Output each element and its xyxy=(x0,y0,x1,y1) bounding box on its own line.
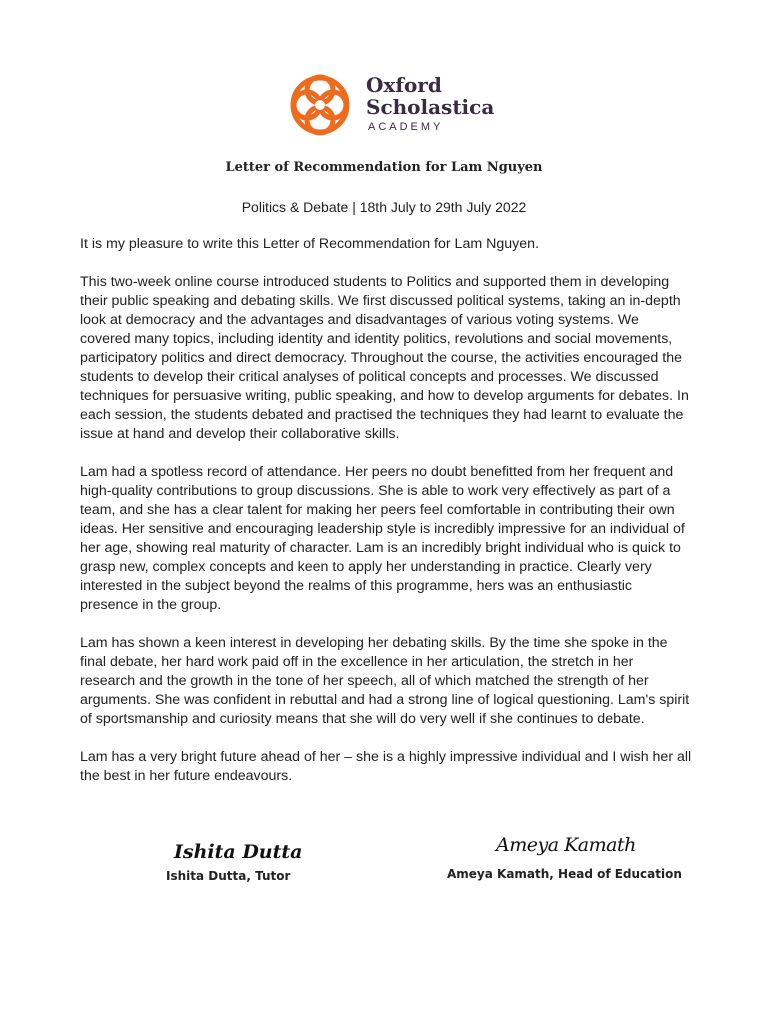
paragraph-closing: Lam has a very bright future ahead of her – she is a highly impressive individual and I wish her all the best in her future endeavours. xyxy=(80,749,692,784)
paragraph-course: This two-week online course introduced students to Politics and supported them in developing their public speaking and debating skills. We first discussed political systems, taking an in-depth look at democracy and the advantages and disadvantages of various voting systems. We covered many topics, including identity and identity politics, revolutions and social movements, participatory politics and direct democracy. Throughout the course, the activities encouraged the students to develop their critical analyses of political concepts and processes. We discussed techniques for persuasive writing, public speaking, and how to develop arguments for debates. In each session, the students debated and practised the techniques they had learnt to evaluate the issue at hand and develop their collaborative skills. xyxy=(80,274,689,442)
signature-head: Ameya Kamath xyxy=(496,834,636,856)
logo xyxy=(288,70,495,140)
brand-line-2: Scholastica xyxy=(366,95,495,119)
paragraph-attendance: Lam had a spotless record of attendance. Her peers no doubt benefitted from her frequent and high-quality contributions to group discussions. She is able to work very effectively as part of a team, and she has a clear talent for making her peers feel comfortable in contributing their own ideas. Her sensitive and encouraging leadership style is incredibly impressive for an individual of her age, showing real maturity of character. Lam is an incredibly bright individual who is quick to grasp new, complex concepts and keen to apply her understanding in practice. Clearly very interested in the subject beyond the realms of this programme, hers was an enthusiastic presence in the group. xyxy=(80,464,685,613)
brand-line-1: Oxford xyxy=(366,73,442,97)
brand-wordmark xyxy=(366,74,494,133)
oxford-scholastica-emblem-icon xyxy=(288,70,352,140)
signatory-tutor: Ishita Dutta, Tutor xyxy=(166,869,291,883)
signatory-head: Ameya Kamath, Head of Education xyxy=(447,867,682,881)
paragraph-intro: It is my pleasure to write this Letter of Recommendation for Lam Nguyen. xyxy=(80,236,539,252)
letter-title: Letter of Recommendation for Lam Nguyen xyxy=(225,160,543,175)
signature-block xyxy=(0,830,768,900)
letter-body xyxy=(80,235,692,805)
course-info: Politics & Debate | 18th July to 29th July 2022 xyxy=(241,199,527,215)
paragraph-debating: Lam has shown a keen interest in developing her debating skills. By the time she spoke in the final debate, her hard work paid off in the excellence in her articulation, the stretch in her research and the growth in the tone of her speech, all of which matched the strength of her arguments. She was confident in rebuttal and had a strong line of logical questioning. Lam's spirit of sportsmanship and curiosity means that she will do very well if she continues to debate. xyxy=(80,635,690,727)
signature-tutor: Ishita Dutta xyxy=(174,841,303,863)
brand-line-3: ACADEMY xyxy=(368,121,444,133)
